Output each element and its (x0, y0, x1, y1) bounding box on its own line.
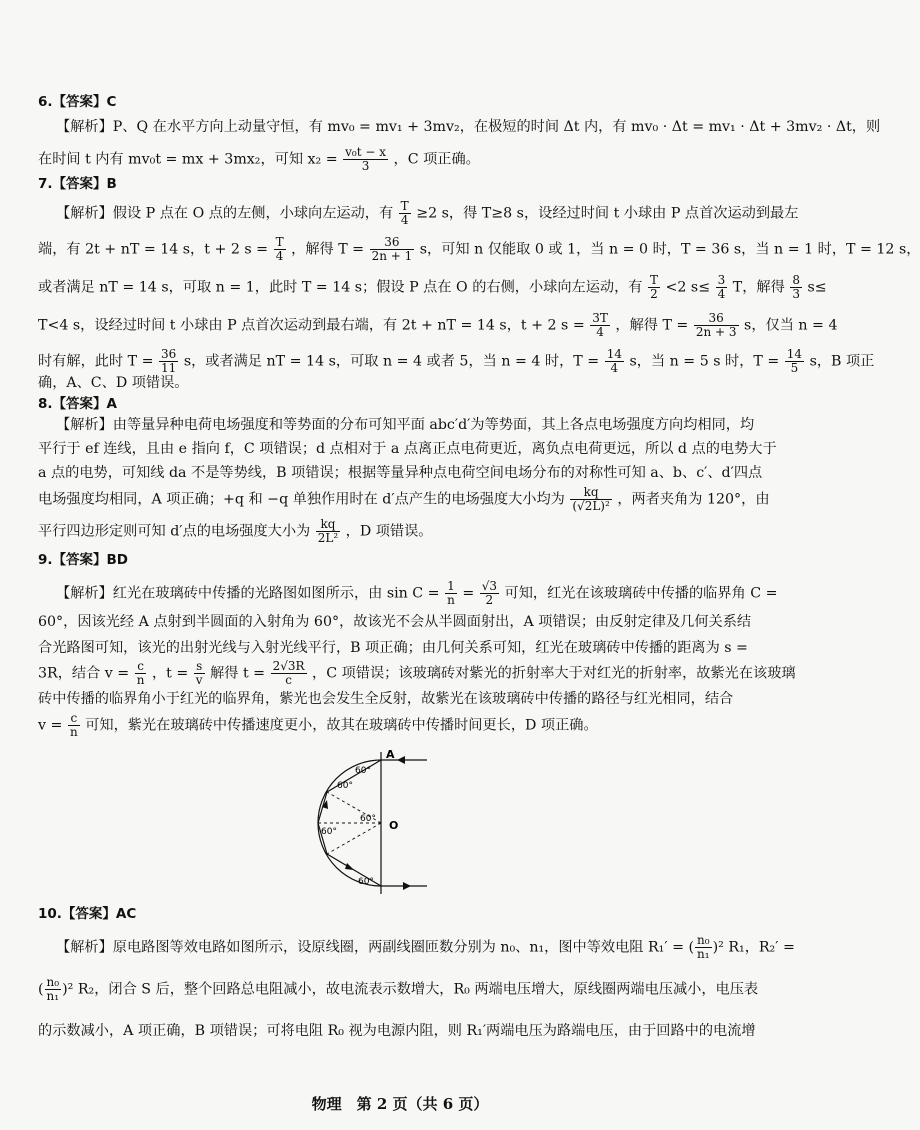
q8-line1: 【解析】由等量异种电荷电场强度和等势面的分布可知平面 abc′d′为等势面，其上各点电场强度方向均相同，均 (56, 417, 755, 433)
q7-block (38, 176, 920, 391)
ray-arrow-icon (345, 863, 354, 870)
q7-line2: 端，有 2t + nT = 14 s，t + 2 s = $\frac{T}{4}$ ，解得 T = $\frac{36}{2n + 1}$ s，可知 n 仅能取 0 或 1，当 n = 0 时，T = 36 s，当 n = 1 时，T = 12 s， (38, 235, 920, 263)
fraction: $\frac{\text{v₀t − x}}{3}$ (345, 145, 387, 173)
q6-answer: 6.【答案】C (38, 94, 117, 110)
angle-label: 60° (355, 766, 371, 776)
fraction: $\frac{T}{2}$ (649, 273, 658, 301)
label-a: A (386, 748, 395, 761)
angle-label: 60° (337, 781, 353, 791)
angle-label: 60° (321, 827, 337, 837)
q7-line1: 【解析】假设 P 点在 O 点的左侧，小球向左运动，有 $\frac{T}{4}$ ≥2 s，得 T≥8 s，设经过时间 t 小球由 P 点首次运动到最左 (56, 199, 799, 227)
q6-line2: 在时间 t 内有 mv₀t = mx + 3mx₂，可知 x₂ = $\frac{\text{v₀t − x}}{3}$ ，C 项正确。 (38, 145, 480, 173)
light-path-figure (290, 738, 440, 908)
fraction: $\frac{3T}{4}$ (592, 311, 608, 339)
fraction: $\frac{c}{n}$ (136, 659, 145, 687)
fraction: $\frac{36}{2n + 1}$ (371, 235, 413, 263)
ray-segment-1 (327, 760, 381, 792)
q7-line6: 确，A、C、D 项错误。 (38, 375, 189, 391)
q10-answer: 10.【答案】AC (38, 906, 137, 922)
q9-block (38, 552, 796, 744)
fraction: $\frac{14}{5}$ (786, 347, 803, 375)
q6-line1: 【解析】P、Q 在水平方向上动量守恒，有 mv₀ = mv₁ + 3mv₂，在极短的时间 Δt 内，有 mv₀ · Δt = mv₁ · Δt + 3mv₂ · Δt，则 (56, 119, 881, 135)
fraction: $\frac{14}{4}$ (606, 347, 622, 375)
q8-line5: 平行四边形定则可知 d′点的电场强度大小为 $\frac{kq}{\text{2L²}}$ ，D 项错误。 (38, 517, 433, 545)
emergent-arrow-icon (403, 882, 411, 890)
fraction: $\frac{T}{4}$ (400, 199, 409, 227)
angle-label: 60° (358, 877, 374, 887)
q9-line5: 砖中传播的临界角小于红光的临界角，紫光也会发生全反射，故紫光在该玻璃砖中传播的路径与红光相同，结合 (38, 691, 734, 707)
fraction: $\frac{c}{n}$ (69, 711, 78, 739)
q6-block (38, 94, 881, 173)
q9-answer: 9.【答案】BD (38, 552, 129, 568)
fraction: $\frac{s}{v}$ (195, 659, 203, 687)
q8-line3: a 点的电势，可知线 da 不是等势线，B 项错误；根据等量异种点电荷空间电场分布的对称性可知 a、b、c′、d′四点 (38, 465, 763, 481)
q8-line2: 平行于 ef 连线，且由 e 指向 f，C 项错误；d 点相对于 a 点离正点电荷更近，离负点电荷更远，所以 d 点的电势大于 (38, 441, 777, 457)
angle-label: 60° (360, 814, 376, 824)
fraction: $\frac{T}{4}$ (275, 235, 284, 263)
q7-answer: 7.【答案】B (38, 176, 117, 192)
q10-line3: 的示数减小，A 项正确，B 项错误；可将电阻 R₀ 视为电源内阻，则 R₁′两端电压为路端电压，由于回路中的电流增 (38, 1023, 756, 1039)
fraction: $\frac{\text{n₀}}{\text{n₁}}$ (46, 975, 60, 1003)
q9-line6: v = $\frac{c}{n}$ 可知，紫光在玻璃砖中传播速度更小，故其在玻璃砖中传播时间更长，D 项正确。 (38, 711, 598, 739)
fraction: $\frac{√3}{2}$ (481, 579, 497, 607)
label-o: O (389, 819, 399, 832)
incident-arrow-icon (397, 756, 405, 764)
q10-block (38, 906, 795, 1058)
page-footer: 物理 第 2 页（共 6 页） (311, 1095, 489, 1113)
fraction: $\frac{\text{n₀}}{\text{n₁}}$ (697, 933, 710, 961)
q7-line5: 时有解，此时 T = $\frac{36}{11}$ s，或者满足 nT = 14 s，可取 n = 4 或者 5，当 n = 4 时，T = $\frac{14}{4}$ s，当 n = 5 s 时，T = $\frac{14}{5}$ s，B 项正 (38, 347, 875, 375)
q9-line3: 合光路图可知，该光的出射光线与入射光线平行，B 项正确；由几何关系可知，红光在玻璃砖中传播的距离为 s = (38, 640, 748, 656)
q9-line4: 3R，结合 v = $\frac{c}{n}$ ，t = $\frac{s}{v}$ 解得 t = $\frac{2√3R}{c}$ ，C 项错误；该玻璃砖对紫光的折射率大于对红光的折射率，故紫光在该玻璃 (38, 659, 796, 687)
fraction: $\frac{36}{2n + 3}$ (695, 311, 737, 339)
q7-line3: 或者满足 nT = 14 s，可取 n = 1，此时 T = 14 s；假设 P 点在 O 的右侧，小球向左运动，有 $\frac{T}{2}$ <2 s≤ $\frac{3}{4}$ T，解得 $\frac{8}{3}$ s≤ (38, 273, 827, 301)
fraction: $\frac{1}{n}$ (447, 579, 455, 607)
q10-line1: 【解析】原电路图等效电路如图所示，设原线圈，两副线圈匝数分别为 n₀、n₁，图中等效电阻 R₁′ = ( $\frac{\text{n₀}}{\text{n₁}}$ )² R₁，R₂′ = (56, 933, 795, 961)
fraction: $\frac{36}{11}$ (161, 347, 177, 375)
fraction: $\frac{8}{3}$ (792, 273, 800, 301)
q9-line1: 【解析】红光在玻璃砖中传播的光路图如图所示，由 sin C = $\frac{1}{n}$ = $\frac{√3}{2}$ 可知，红光在该玻璃砖中传播的临界角 C = (56, 579, 778, 607)
fraction: $\frac{kq}{\text{2L²}}$ (317, 517, 339, 545)
q9-line2: 60°，因该光经 A 点射到半圆面的入射角为 60°，故该光不会从半圆面射出，A 项错误；由反射定律及几何关系结 (38, 614, 752, 630)
q7-line4: T<4 s，设经过时间 t 小球由 P 点首次运动到最右端，有 2t + nT = 14 s，t + 2 s = $\frac{3T}{4}$ ，解得 T = $\frac{36}{2n + 3}$ s，仅当 n = 4 (38, 311, 838, 339)
fraction: $\frac{3}{4}$ (717, 273, 726, 301)
fraction: $\frac{kq}{\text{(√2L)²}}$ (572, 485, 610, 513)
fraction: $\frac{2√3R}{c}$ (272, 659, 305, 687)
q10-line2: ( $\frac{\text{n₀}}{\text{n₁}}$ )² R₂，闭合 S 后，整个回路总电阻减小，故电流表示数增大，R₀ 两端电压增大，原线圈两端电压减小，电压表 (38, 975, 759, 1003)
q8-block (38, 396, 777, 548)
q8-line4: 电场强度均相同，A 项正确；+q 和 −q 单独作用时在 d′点产生的电场强度大小均为 $\frac{kq}{\text{(√2L)²}}$ ，两者夹角为 120°，由 (38, 485, 770, 513)
q8-answer: 8.【答案】A (38, 396, 117, 412)
